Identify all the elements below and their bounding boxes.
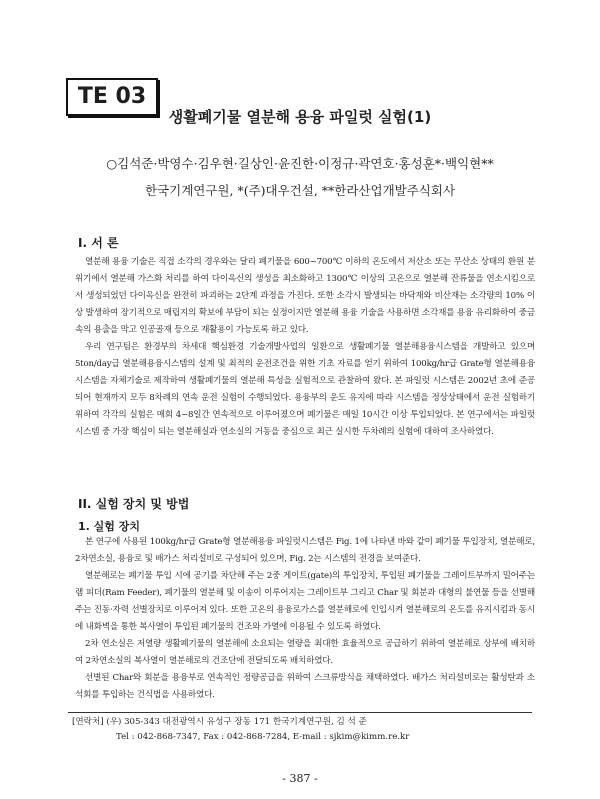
contact-address: [연락처] (우) 305-343 대전광역시 유성구 장동 171 한국기계연구원, 김 석 준 — [72, 717, 367, 727]
footnote-separator — [68, 712, 532, 713]
paper-title: 생활폐기물 열분해 용융 파일럿 실험(1) — [168, 108, 432, 126]
body-paragraph: 선별된 Char와 회분을 용융부로 연속적인 정량공급을 위하여 스크류방식을 채택하였다. 배가스 처리설비로는 활성탄과 소석회를 투입하는 건식법을 사용하였다. — [75, 673, 535, 700]
introduction-body — [75, 254, 535, 441]
body-paragraph: 열분해 용융 기술은 직접 소각의 경우와는 달리 폐기물을 600~700℃ 이하의 온도에서 저산소 또는 무산소 상태의 환원 분위기에서 열분해 가스화 처리를 하여 다이옥신의 생성을 최소화하고 1300℃ 이상의 고온으로 열분해 잔류물을 연소시킴으로서 생성되었던 다이옥신을 완전히 파괴하는 2단계 과정을 가진다. 또한 소각시 발생되는 바닥재와 비산재는 소각량의 10% 이상 발생하여 장기적으로 매립지의 확보에 부담이 되는 실정이지만 열분해 용융 기술을 사용하면 소각재를 용융 유리화하여 중금속의 용출을 막고 인공골재 등으로 재활용이 가능토록 하고 있다. — [75, 257, 535, 335]
methods-body — [75, 534, 535, 704]
body-paragraph: 열분해로는 폐기물 투입 시에 공기를 차단해 주는 2중 게이트(gate)의 투입장치, 투입된 폐기물을 그레이트부까지 밀어주는 램 피더(Ram Feeder), 폐기물의 열분해 및 이송이 이루어지는 그레이트부 그리고 Char 및 회분과 대형의 불연물 등을 선별해 주는 진동·자력 선별장치로 이루어져 있다. 또한 고온의 용융로가스를 열분해로에 인입시켜 열분해로의 온도를 유지시킴과 동시에 내화벽을 통한 복사열이 투입된 폐기물의 건조와 가열에 이용될 수 있도록 하였다. — [75, 571, 535, 632]
body-paragraph: 2차 연소실은 저열량 생활폐기물의 열분해에 소요되는 열량을 최대한 효율적으로 공급하기 위하여 열분해로 상부에 배치하여 2차연소실의 복사열이 열분해로의 건조단에 전달되도록 배치하였다. — [75, 639, 535, 666]
section-heading-introduction: I. 서 론 — [78, 236, 119, 250]
author-list: ○김석준·박영수·김우현·길상인·윤진한·이정규·곽연호·홍성훈*·백익현** — [106, 156, 494, 171]
body-paragraph: 우리 연구팀은 환경부의 차세대 핵심환경 기술개발사업의 일환으로 생활폐기물 열분해용융시스템을 개발하고 있으며 5ton/day급 열분해용융시스템의 설계 및 최적의 운전조건을 위한 기초 자료를 얻기 위하여 100kg/hr급 Grate형 열분해용융시스템을 자체기술로 제작하여 생활폐기물의 열분해 특성을 실험적으로 관찰하여 왔다. 본 파일럿 시스템은 2002년 초에 준공되어 현재까지 모두 8차례의 연속 운전 실험이 수행되었다. 용융부의 운도 유지에 따라 시스템을 정상상태에서 운전 실험하기 위하여 각각의 실험은 매회 4~8일간 연속적으로 이루어졌으며 폐기물은 매일 10시간 이상 투입되었다. 본 연구에서는 파일럿 시스템 중 가장 핵심이 되는 열분해실과 연소실의 거동을 중심으로 최근 실시한 두차례의 실험에 대하여 조사하였다. — [75, 342, 535, 437]
section-heading-methods: II. 실험 장치 및 방법 — [78, 497, 190, 511]
affiliation-list: 한국기계연구원, *(주)대우건설, **한라산업개발주식회사 — [144, 183, 456, 198]
subsection-heading-apparatus: 1. 실험 장치 — [78, 520, 140, 533]
body-paragraph: 본 연구에 사용된 100kg/hr급 Grate형 열분해용융 파일럿시스템은 Fig. 1에 나타낸 바와 같이 폐기물 투입장치, 열분해로, 2차연소실, 용융로 및 배가스 처리설비로 구성되어 있으며, Fig. 2는 시스템의 전경을 보여준다. — [75, 537, 535, 564]
contact-phone-email: Tel : 042-868-7347, Fax : 042-868-7284, E-mail : sjkim@kimm.re.kr — [116, 732, 410, 742]
paper-code-box: TE 03 — [66, 78, 158, 116]
page-number: - 387 - — [282, 772, 318, 785]
contact-info — [72, 715, 542, 745]
